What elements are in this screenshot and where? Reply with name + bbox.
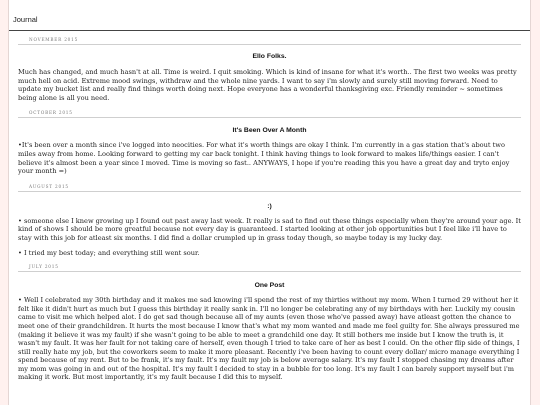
entry-title: :) [267, 202, 272, 210]
entry-title: It's Been Over A Month [232, 127, 307, 135]
journal-entry [9, 106, 530, 175]
journal-page [8, 0, 531, 405]
site-title-link[interactable]: Journal [13, 15, 38, 24]
entry-date-row [18, 260, 521, 272]
entry-paragraph: • I tried my best today; and everything still went sour. [18, 248, 200, 257]
entry-date: AUGUST 2015 [29, 183, 69, 189]
entry-date: OCTOBER 2015 [29, 110, 73, 116]
entry-body [18, 296, 521, 382]
entry-paragraph: • Well I celebrated my 30th birthday and it makes me sad knowing i'll spend the rest of my thirties without my mom. When I turned 29 without her it felt like it didn't hurt as much but I guess this birthday it really sank in. I'll no longer be celebrating any of my birthdays with her. Luckily my cousin came to visit me which helped alot. I do get sad though because all of my aunts (even those who've passed away) have atleast gotten the chance to meet one of their grandchildren. It hurts the most because I know that's what my mom wanted and made me feel guilty for. She always pressured me (making it believe it was my fault) if she wasn't going to be able to meet a grandchild one day. It still bothers me inside but I know the truth is, it wasn't my fault. It was her fault for not taking care of herself, even though I tried to take care of her as best I could. On the other flip side of things, I still really hate my job, but the coworkers seem to make it more pleasant. Recently i've been having to count every dollar/ micro manage everything I spend because of my rent. But to be frank, it's my fault. It's my fault my job is below average salary. It's my fault I stopped chasing my dreams after my mom was going in and out of the hospital. It's my fault I decided to stay in a bubble for too long. It's my fault I can barely support myself but i'm making it work. But most importantly, it's my fault because I did this to myself. [18, 296, 520, 382]
entry-date-row [18, 106, 521, 118]
entry-paragraph: Much has changed, and much hasn't at all. Time is weird. I quit smoking. Which is kind of insane for what it's worth.. The first two weeks was pretty much hell on acid. Extreme mood swings, withdraw and the whole nine yards. I want to say i'm slowly and surely still moving forward. Need to update my bucket list and really find things worth doing next. Hope everyone has a wonderful thanksgiving exc. Friendly reminder ~ sometimes being alone is all you need. [18, 68, 517, 102]
entry-title: One Post [254, 282, 285, 290]
entry-body [18, 141, 521, 175]
entry-date-row [18, 33, 521, 45]
entry-date-row [18, 180, 521, 192]
journal-entry [9, 180, 530, 257]
entry-paragraph: •It's been over a month since i've logged into neocities. For what it's worth things are okay I think. I'm currently in a gas station that's about two miles away from home. Looking forward to getting my car back tonight. I think having things to look forward to makes life/things easier. I can't believe it's almost been a year since I moved. Time is moving so fast.. ANYWAYS, I hope if you're reading this you have a great day and tryto enjoy your month =) [18, 141, 510, 176]
entry-date: JULY 2015 [29, 264, 59, 270]
entry-body [18, 217, 521, 257]
entry-date: NOVEMBER 2015 [29, 37, 79, 42]
journal-entry [9, 33, 530, 102]
entry-paragraph: • someone else I knew growing up I found out past away last week. It really is sad to find out these things especially when they're around your age. It kind of shows I should be more greatful because not every day is guaranteed. I started looking at other job opportunities but I feel like i'll have to stay with this job for atleast six months. I did find a dollar crumpled up in grass today though, so maybe today is my lucky day. [18, 216, 521, 242]
entry-title: Ello Folks. [252, 53, 287, 60]
site-header [9, 0, 530, 31]
entry-body [18, 68, 521, 102]
journal-entry [9, 260, 530, 382]
